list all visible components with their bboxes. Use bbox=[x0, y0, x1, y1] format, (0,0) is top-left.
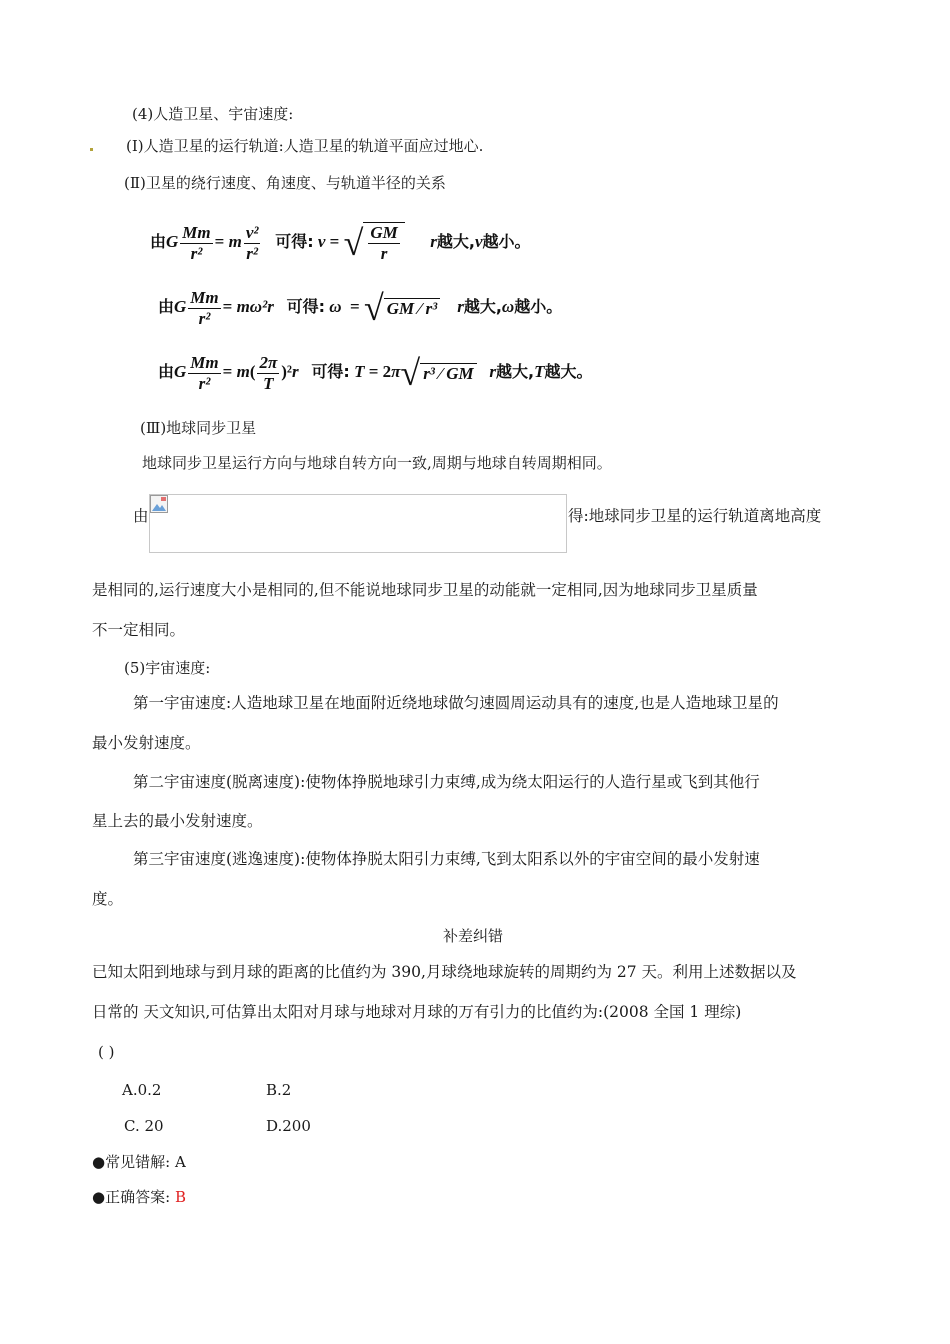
right-value: B bbox=[174, 1188, 186, 1206]
formula-period: 由G $\frac{Mm}{\text{r²}}$ = m( $\frac{2\pi}{T}$ )²r 可得: T = 2π√ r³ ⁄ GM r越大,T越大。 bbox=[158, 352, 593, 393]
answer-blank: ( ) bbox=[98, 1043, 115, 1061]
question-line1: 已知太阳到地球与到月球的距离的比值约为 390,月球绕地球旋转的周期约为 27 天。利用上述数据以及 bbox=[92, 963, 797, 981]
option-a: A.0.2 bbox=[122, 1081, 162, 1099]
section3-cont1: 是相同的,运行速度大小是相同的,但不能说地球同步卫星的动能就一定相同,因为地球同步卫星质量 bbox=[92, 581, 758, 599]
question-line2: 日常的 天文知识,可估算出太阳对月球与地球对月球的万有引力的比值约为:(2008 全国 1 理综) bbox=[92, 1003, 742, 1021]
formula-velocity: 由G $\frac{Mm}{\text{r²}}$ = m $\frac{\text{v²}}{\text{r²}}$ 可得: v = √ $\frac{GM}{r}$ r越大,v越小。 bbox=[150, 222, 531, 263]
stray-mark bbox=[90, 148, 93, 151]
second-cosmic-line1: 第二宇宙速度(脱离速度):使物体挣脱地球引力束缚,成为绕太阳运行的人造行星或飞到其他行 bbox=[133, 773, 760, 791]
first-cosmic-line1: 第一宇宙速度:人造地球卫星在地面附近绕地球做匀速圆周运动具有的速度,也是人造地球卫星的 bbox=[133, 694, 779, 712]
third-cosmic-line2: 度。 bbox=[92, 890, 124, 908]
broken-image-icon bbox=[150, 495, 168, 513]
section3-cont2: 不一定相同。 bbox=[92, 621, 186, 639]
exercise-heading: 补差纠错 bbox=[443, 927, 504, 945]
right-label: ●正确答案: bbox=[92, 1188, 171, 1206]
formula-angular-velocity: 由G $\frac{Mm}{\text{r²}}$ = mω²r 可得: ω = √ GM ⁄ r³ r越大,ω越小。 bbox=[158, 287, 563, 328]
section4-item2: (Ⅱ)卫星的绕行速度、角速度、与轨道半径的关系 bbox=[124, 174, 446, 192]
missing-formula-image bbox=[149, 494, 567, 553]
section3-de-line: 得:地球同步卫星的运行轨道离地高度 bbox=[568, 507, 822, 525]
option-c: C. 20 bbox=[124, 1117, 164, 1135]
section4-title: (4)人造卫星、宇宙速度: bbox=[132, 105, 294, 123]
correct-answer bbox=[92, 1187, 186, 1207]
section3-title: (Ⅲ)地球同步卫星 bbox=[140, 419, 257, 437]
second-cosmic-line2: 星上去的最小发射速度。 bbox=[92, 812, 263, 830]
option-d: D.200 bbox=[266, 1117, 311, 1135]
wrong-value: A bbox=[174, 1153, 186, 1171]
section5-title: (5)宇宙速度: bbox=[124, 659, 211, 677]
common-wrong-answer bbox=[92, 1152, 186, 1172]
option-b: B.2 bbox=[266, 1081, 292, 1099]
section3-desc: 地球同步卫星运行方向与地球自转方向一致,周期与地球自转周期相同。 bbox=[142, 454, 612, 472]
wrong-label: ●常见错解: bbox=[92, 1153, 171, 1171]
section4-item1: (Ⅰ)人造卫星的运行轨道:人造卫星的轨道平面应过地心. bbox=[126, 137, 484, 155]
section3-you: 由 bbox=[133, 507, 149, 525]
first-cosmic-line2: 最小发射速度。 bbox=[92, 734, 201, 752]
third-cosmic-line1: 第三宇宙速度(逃逸速度):使物体挣脱太阳引力束缚,飞到太阳系以外的宇宙空间的最小发射速 bbox=[133, 850, 760, 868]
